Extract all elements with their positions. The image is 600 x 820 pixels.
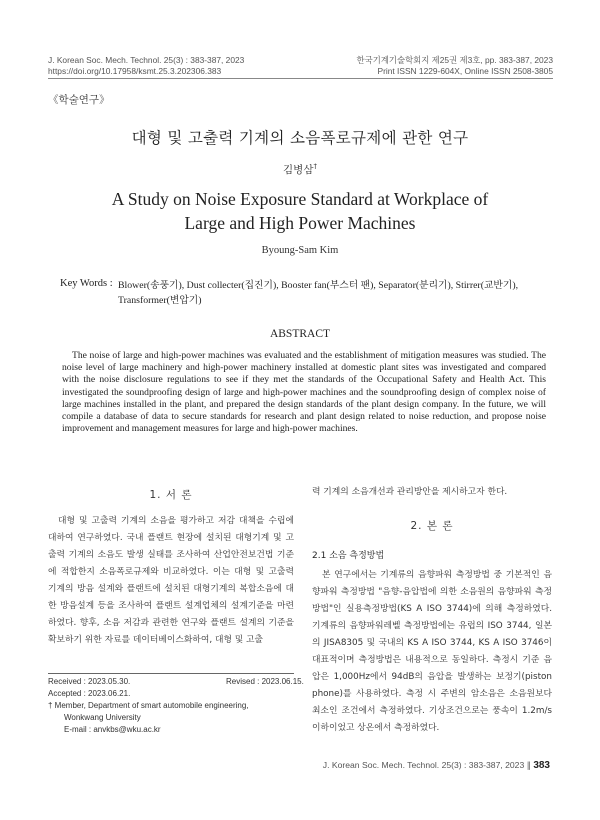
revised-date: Revised : 2023.06.15.: [226, 677, 304, 686]
section2-body: 본 연구에서는 기계류의 음향파워 측정방법 중 기본적인 음향파워 측정방법 "음향-음압법에 의한 소음원의 음향파워 측정방법"인 실용측정방법(KS A ISO 3744)에 의해 측정하였다. 기계류의 음향파워레벨 측정방법에는 유럽의 ISO 3744, 일본의 JISA8305 및 국내의 KS A ISO 3744, KS A ISO 3746이 대표적이며 측정방법은 내용적으로 동일하다. 측정시 기준 음압은 1,000Hz에서 94dB의 음압을 발생하는 보정기(piston phone)를 사용하였다. 측정 시 주변의 암소음은 소음원보다 최소인 조건에서 측정하였다. 기상조건으로는 풍속이 1.2m/s 이하이었고 상온에서 측정하였다.: [312, 570, 552, 733]
section-tag: 《학술연구》: [48, 94, 110, 106]
paper-title-english: [0, 187, 600, 235]
footer-citation: J. Korean Soc. Mech. Technol. 25(3) : 383-387, 2023 ∥: [322, 760, 531, 770]
section2-heading: 2. 본 론: [410, 520, 454, 532]
keywords-label: Key Words :: [60, 278, 113, 289]
abstract-body: The noise of large and high-power machines was evaluated and the establishment of mitigation measures was studied. The noise level of large machinery and high-power machinery installed at domestic plant sites was investigated and compared with the noise disclosure regulations to see if they met the standards of the Occupational Safety and Health Act. This investigated the soundproofing design of large and high-power machines and the soundproofing design of complex noise of large machines installed in the plant, and prepared the design standards of the plant design company. In the future, we will compile a database of data to secure standards for research and plant design related to noise reduction, and propose noise improvement and management measures for large and high-power machines.: [62, 350, 546, 435]
journal-header-right: [357, 55, 553, 77]
author-affiliation: † Member, Department of smart automobile engineering,: [48, 701, 249, 710]
keywords-text: Blower(송풍기), Dust collecter(집진기), Booster fan(부스터 팬), Separator(분리기), Stirrer(교반기), Transformer(변압기): [118, 280, 519, 306]
footnote-divider: [48, 673, 294, 674]
journal-citation-ko: 한국기계기술학회지 제25권 제3호, pp. 383-387, 2023: [356, 55, 553, 65]
page-footer: [323, 760, 550, 771]
author-name-korean: 김병삼: [283, 164, 314, 176]
page-number: 383: [533, 760, 550, 771]
journal-citation: J. Korean Soc. Mech. Technol. 25(3) : 383-387, 2023: [48, 55, 245, 65]
journal-header-left: [48, 55, 244, 77]
section1-body: 대형 및 고출력 기계의 소음을 평가하고 저감 대책을 수립에 대하여 연구하였다. 국내 플랜트 현장에 설치된 대형기계 및 고출력 기계의 소음도 발생 실태를 조사하여 산업안전보건법 기준에 적합한지 소음폭로규제와 비교하였다. 이는 대형 및 고출력 기계의 방음 설계와 플랜트에 설치된 대형기계의 복합소음에 대한 방음설계 등을 조사하여 플랜트 설계업체의 설계기준을 마련하였다. 향후, 소음 저감과 관련한 연구와 플랜트 설계의 기준을 확보하기 위한 자료를 데이터베이스화하여, 대형 및 고출: [48, 516, 294, 645]
section1-heading: 1. 서 론: [149, 489, 193, 501]
issn-info: Print ISSN 1229-604X, Online ISSN 2508-3805: [377, 66, 553, 76]
received-date: Received : 2023.05.30.: [48, 677, 131, 686]
abstract-heading: ABSTRACT: [269, 328, 331, 340]
accepted-date: Accepted : 2023.06.21.: [48, 689, 131, 698]
author-korean: [0, 162, 600, 177]
paper-title-korean: 대형 및 고출력 기계의 소음폭로규제에 관한 연구: [131, 129, 469, 147]
header-divider: [48, 78, 553, 79]
author-english: Byoung-Sam Kim: [261, 245, 339, 256]
doi-link[interactable]: https://doi.org/10.17958/ksmt.25.3.202306.383: [48, 66, 222, 76]
subsection-2-1-heading: 2.1 소음 측정방법: [312, 551, 385, 561]
title-en-line2: Large and High Power Machines: [184, 213, 416, 233]
author-affiliation-university: Wonkwang University: [64, 713, 141, 722]
title-en-line1: A Study on Noise Exposure Standard at Workplace of: [111, 189, 489, 209]
section1-continued: 력 기계의 소음개선과 관리방안을 제시하고자 한다.: [312, 487, 508, 497]
corresponding-author-mark: †: [313, 162, 317, 171]
author-email[interactable]: E-mail : anvkbs@wku.ac.kr: [64, 725, 161, 734]
